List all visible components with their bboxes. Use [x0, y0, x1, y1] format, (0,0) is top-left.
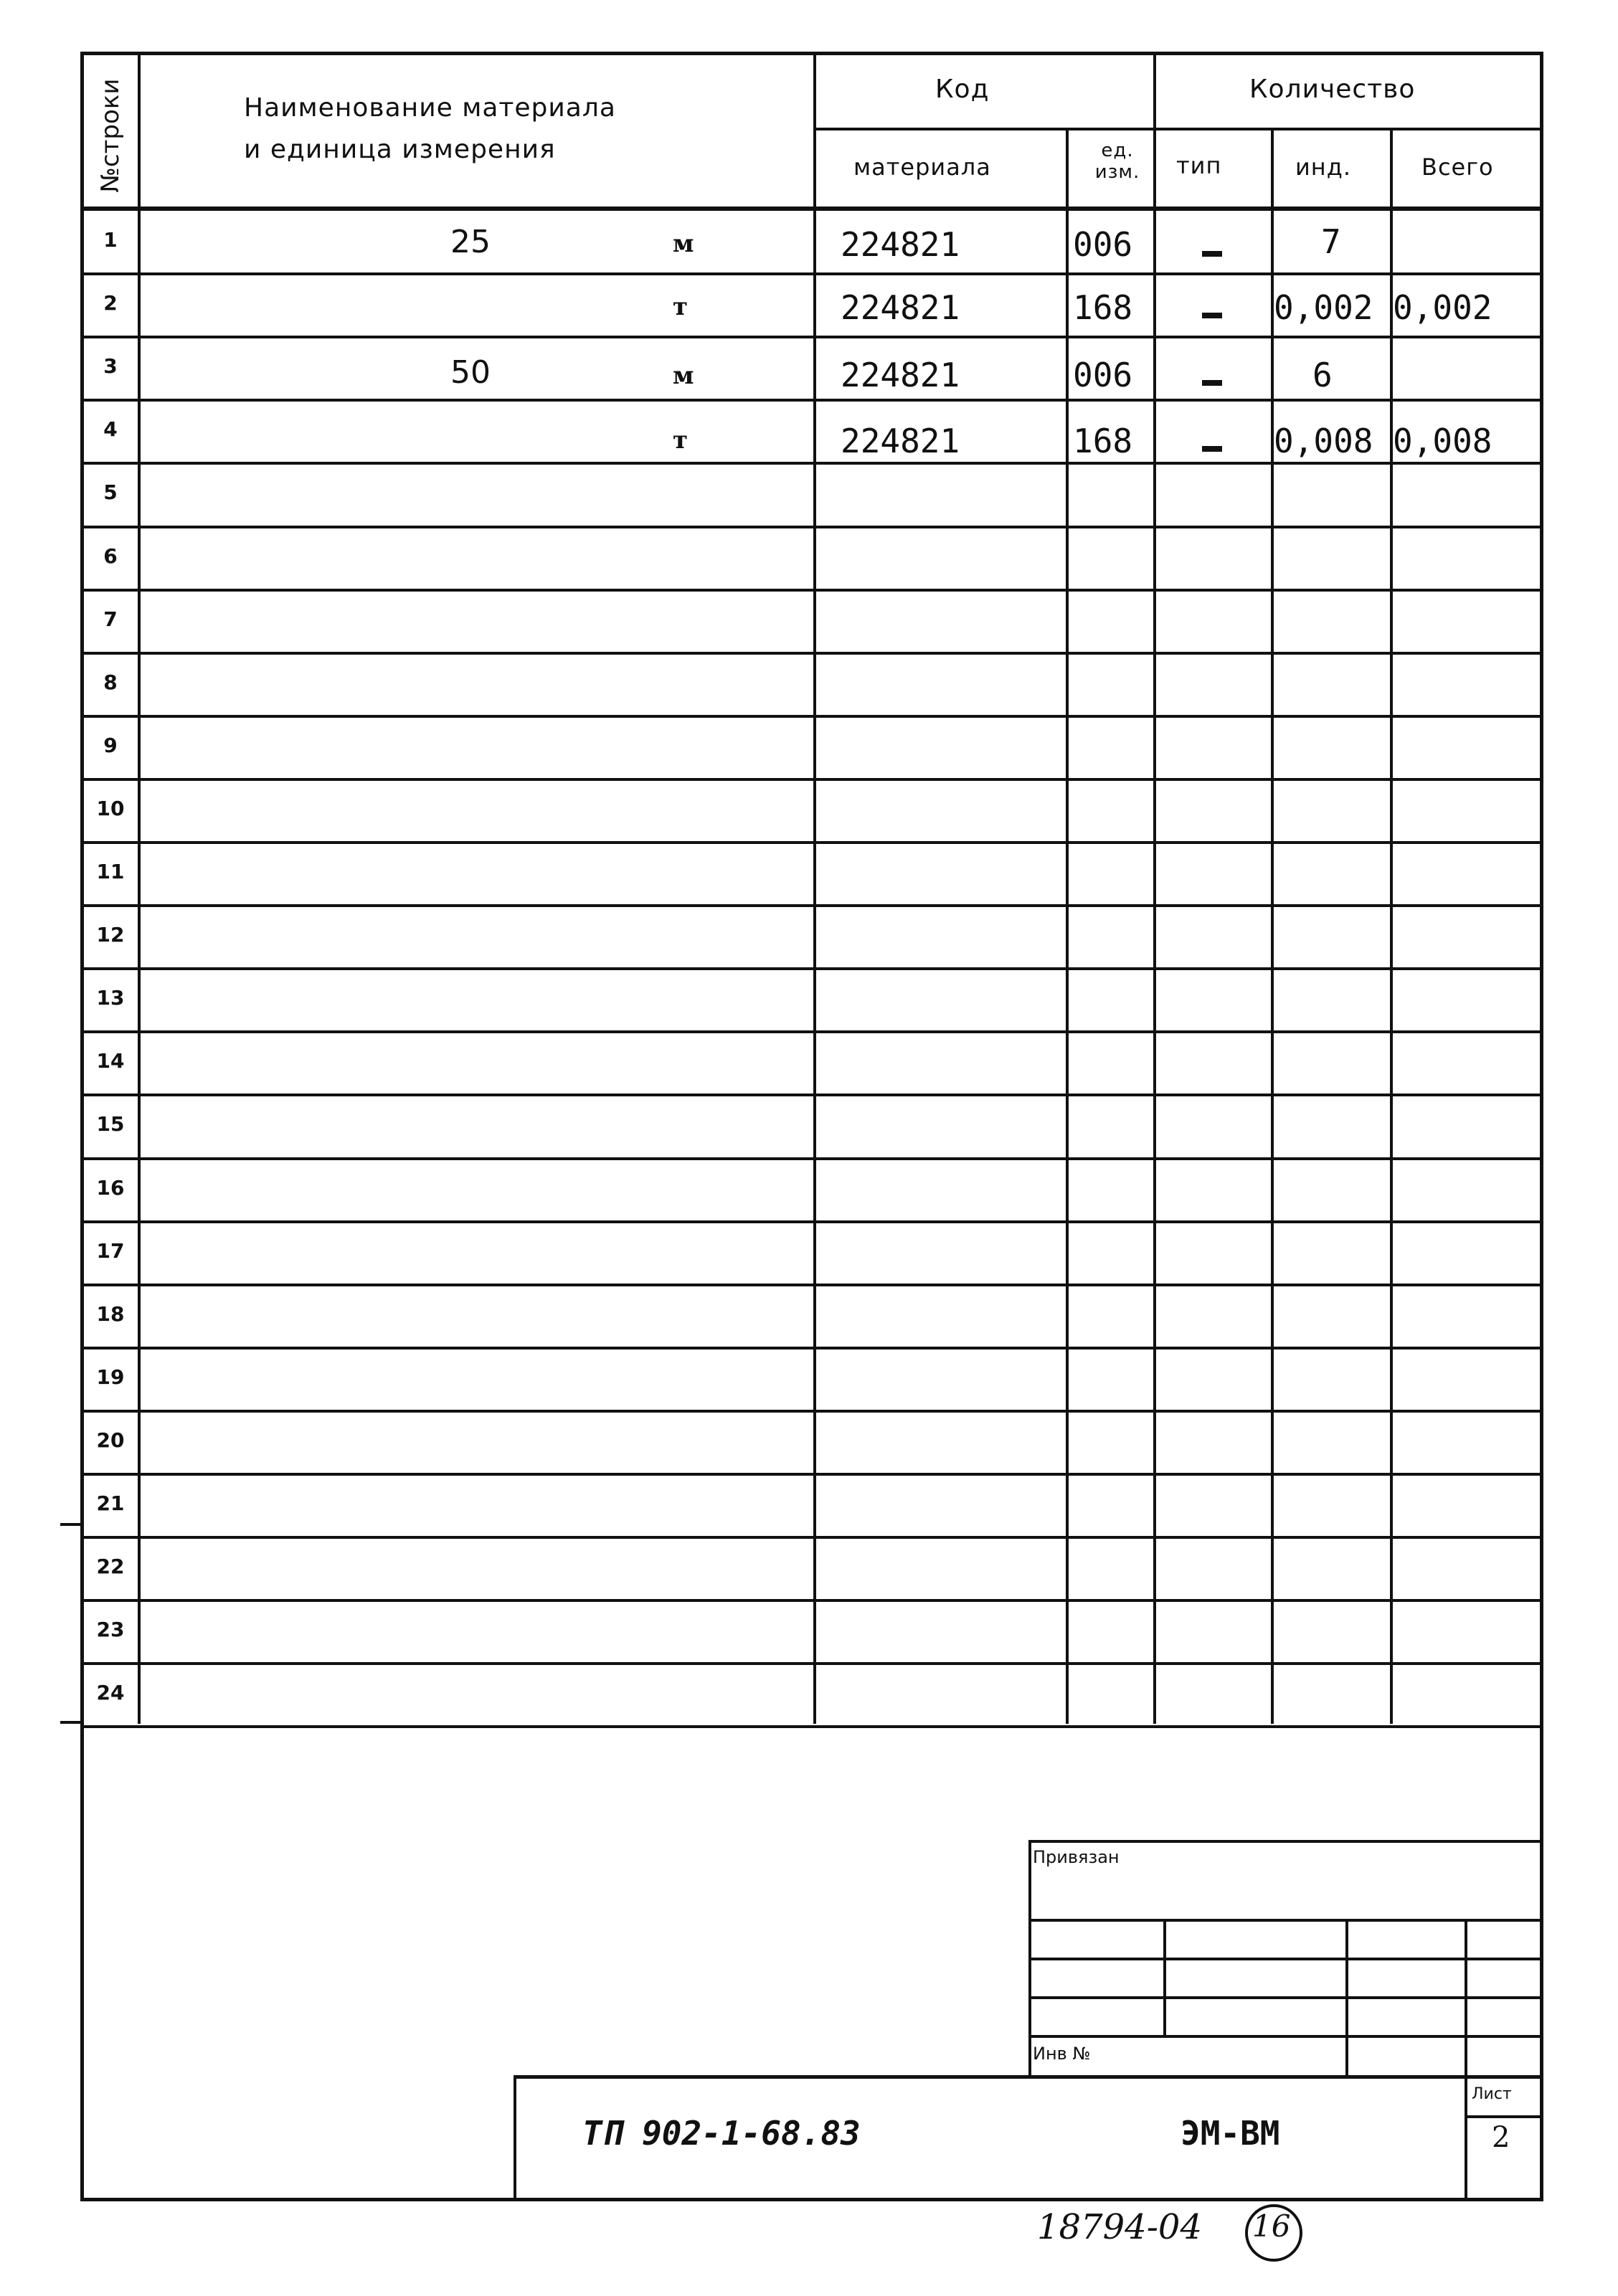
row-line: [80, 841, 1543, 844]
row-ind: 0,008: [1274, 422, 1373, 460]
row-total: 0,008: [1393, 422, 1492, 460]
document-code: ТП 902-1-68.83: [582, 2114, 861, 2153]
document-mark: ЭМ-ВМ: [1181, 2114, 1280, 2153]
sheet-label: Лист: [1472, 2085, 1512, 2103]
unit-header-line2: изм.: [1094, 161, 1140, 183]
row-line: [80, 1284, 1543, 1286]
row-line: [80, 778, 1543, 781]
row-number: 23: [96, 1618, 125, 1641]
row-type-dash: [1202, 446, 1222, 452]
stamp-grid-col: [1465, 1919, 1467, 2077]
type-header: тип: [1176, 152, 1222, 179]
margin-tick: [60, 1721, 82, 1724]
row-ind: 6: [1312, 356, 1333, 394]
row-line: [80, 652, 1543, 655]
row-number: 14: [96, 1049, 125, 1073]
row-number: 10: [96, 797, 125, 820]
margin-tick: [60, 1523, 82, 1526]
row-line: [80, 589, 1543, 592]
col-divider-type: [1271, 128, 1274, 1724]
sheet-cell-divider: [1465, 2115, 1543, 2118]
row-number: 16: [96, 1176, 125, 1200]
name-header-line1: Наименование материала: [244, 93, 616, 123]
row-unit-code: 168: [1073, 288, 1133, 327]
material-header: материала: [853, 153, 991, 181]
row-total: 0,002: [1393, 288, 1492, 327]
row-line: [80, 336, 1543, 338]
bound-label: Привязан: [1033, 1847, 1120, 1867]
row-type-dash: [1202, 313, 1222, 318]
row-number: 7: [103, 607, 118, 631]
row-number: 12: [96, 923, 125, 947]
row-number: 18: [96, 1302, 125, 1326]
sheet-number: 2: [1492, 2121, 1510, 2154]
row-line: [80, 399, 1543, 402]
header-bottom-line: [80, 207, 1543, 211]
inv-no-label: Инв №: [1033, 2044, 1091, 2064]
row-line: [80, 526, 1543, 528]
col-divider-material: [1066, 128, 1069, 1724]
col-divider-ind: [1390, 128, 1393, 1724]
row-material-code: 224821: [841, 422, 960, 460]
row-unit-code: 006: [1073, 356, 1133, 394]
row-name: 50: [450, 354, 491, 391]
row-unit-code: 168: [1073, 422, 1133, 460]
row-type-dash: [1202, 380, 1222, 386]
row-unit-code: 006: [1073, 225, 1133, 264]
row-line: [80, 1157, 1543, 1160]
row-line: [80, 1094, 1543, 1096]
header-subline: [813, 128, 1543, 131]
stamp-grid-col: [1345, 1919, 1348, 2077]
quantity-header: Количество: [1249, 75, 1416, 104]
row-line: [80, 1347, 1543, 1349]
row-unit: т: [673, 426, 689, 455]
row-number: 21: [96, 1491, 125, 1515]
row-name: 25: [450, 224, 491, 260]
ind-header: инд.: [1295, 153, 1352, 181]
row-line: [80, 1030, 1543, 1033]
row-material-code: 224821: [841, 225, 960, 264]
row-number: 19: [96, 1365, 125, 1389]
circled-page-number: 16: [1252, 2209, 1291, 2244]
row-number: 9: [103, 734, 118, 757]
row-number: 22: [96, 1555, 125, 1578]
archive-number: 18794-04: [1037, 2207, 1202, 2247]
row-number: 20: [96, 1428, 125, 1452]
row-number: 15: [96, 1112, 125, 1136]
code-header: Код: [935, 75, 990, 104]
row-number: 3: [103, 354, 118, 378]
row-unit: м: [673, 361, 694, 390]
row-line: [80, 1536, 1543, 1539]
row-number: 13: [96, 986, 125, 1010]
row-line: [80, 1220, 1543, 1223]
row-unit: т: [673, 293, 689, 321]
row-number: 17: [96, 1239, 125, 1263]
row-unit: м: [673, 229, 694, 258]
row-line: [80, 1662, 1543, 1665]
name-header-line2: и единица измерения: [244, 135, 556, 164]
row-number: 1: [103, 228, 118, 252]
title-block-top: [514, 2075, 1543, 2079]
stamp-grid-col: [1163, 1919, 1166, 2036]
row-number: 11: [96, 860, 125, 883]
stamp-top-line: [1028, 1840, 1543, 1843]
row-line: [80, 1410, 1543, 1413]
row-number: 6: [103, 544, 118, 568]
unit-header-line1: ед.: [1101, 140, 1134, 161]
title-block-left: [514, 2075, 516, 2201]
row-number-header-label: №строки: [96, 78, 125, 193]
row-line: [80, 1599, 1543, 1602]
row-ind: 0,002: [1274, 288, 1373, 327]
row-number: 4: [103, 417, 118, 441]
row-number: 8: [103, 670, 118, 694]
row-number-header: [83, 56, 138, 215]
row-line: [80, 715, 1543, 718]
row-material-code: 224821: [841, 356, 960, 394]
row-material-code: 224821: [841, 288, 960, 327]
row-line: [80, 967, 1543, 970]
row-number: 5: [103, 480, 118, 504]
row-line: [80, 462, 1543, 465]
total-header: Всего: [1421, 153, 1494, 181]
row-ind: 7: [1321, 222, 1341, 261]
row-number: 24: [96, 1681, 125, 1704]
row-type-dash: [1202, 251, 1222, 257]
row-number: 2: [103, 291, 118, 315]
row-line: [80, 1473, 1543, 1476]
row-line: [80, 272, 1543, 275]
sheet-cell-left: [1465, 2075, 1467, 2201]
row-line: [80, 904, 1543, 907]
row-line: [80, 1725, 1543, 1728]
